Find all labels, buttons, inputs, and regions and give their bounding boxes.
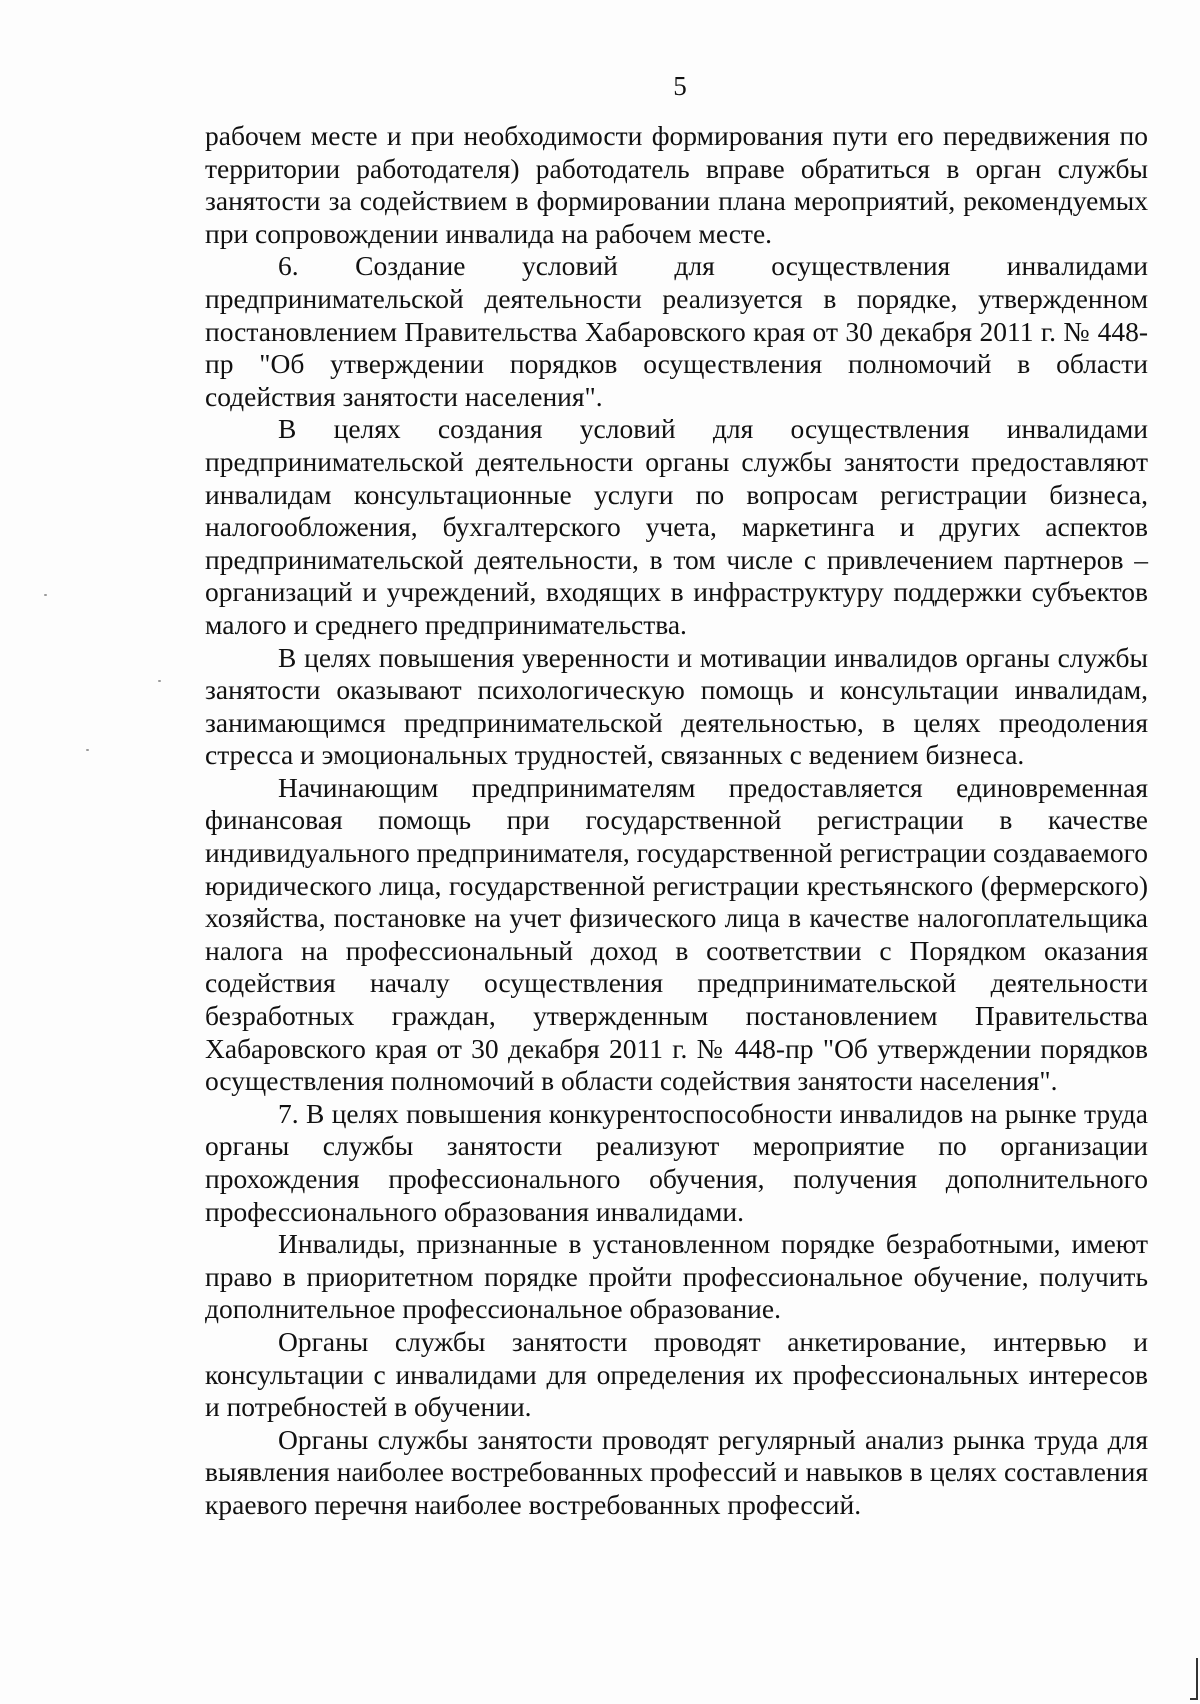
paragraph-market-analysis: Органы службы занятости проводят регулярный анализ рынка труда для выявления наиболее востребованных профессий и навыков в целях составления краевого перечня наиболее востребованных профессий. xyxy=(205,1423,1148,1520)
scan-speck xyxy=(158,680,161,682)
paragraph-item-6: 6. Создание условий для осуществления инвалидами предпринимательской деятельности реализуется в порядке, утвержденном постановлением Правительства Хабаровского края от 30 декабря 2011 г. № 448-пр "Об утверждении порядков осуществления полномочий в области содействия занятости населения". xyxy=(205,250,1148,412)
paragraph-consulting: В целях создания условий для осуществления инвалидами предпринимательской деятельности органы службы занятости предоставляют инвалидам консультационные услуги по вопросам регистрации бизнеса, налогообложения, бухгалтерского учета, маркетинга и других аспектов предпринимательской деятельности, в том числе с привлечением партнеров – организаций и учреждений, входящих в инфраструктуру поддержки субъектов малого и среднего предпринимательства. xyxy=(205,413,1148,640)
paragraph-surveys: Органы службы занятости проводят анкетирование, интервью и консультации с инвалидами для определения их профессиональных интересов и потребностей в обучении. xyxy=(205,1325,1148,1423)
scan-speck xyxy=(44,594,47,596)
paragraph-continuation: рабочем месте и при необходимости формирования пути его передвижения по территории работодателя) работодатель вправе обратиться в орган службы занятости за содействием в формировании плана мероприятий, рекомендуемых при сопровождении инвалида на рабочем месте. xyxy=(205,120,1148,249)
scan-corner-mark xyxy=(1190,1658,1198,1700)
paragraph-financial-aid: Начинающим предпринимателям предоставляется единовременная финансовая помощь при государственной регистрации в качестве индивидуального предпринимателя, государственной регистрации создаваемого юридического лица, государственной регистрации крестьянского (фермерского) хозяйства, постановке на учет физического лица в качестве налогоплательщика налога на профессиональный доход в соответствии с Порядком оказания содействия началу осуществления предпринимательской деятельности безработных граждан, утвержденным постановлением Правительства Хабаровского края от 30 декабря 2011 г. № 448-пр "Об утверждении порядков осуществления полномочий в области содействия занятости населения". xyxy=(205,771,1149,1097)
page-number: 5 xyxy=(673,71,687,101)
scan-speck xyxy=(86,749,89,751)
paragraph-psychological-help: В целях повышения уверенности и мотивации инвалидов органы службы занятости оказывают психологическую помощь и консультации инвалидам, занимающимся предпринимательской деятельностью, в целях преодоления стресса и эмоциональных трудностей, связанных с ведением бизнеса. xyxy=(205,641,1148,771)
paragraph-priority-training: Инвалиды, признанные в установленном порядке безработными, имеют право в приоритетном порядке пройти профессиональное обучение, получить дополнительное профессиональное образование. xyxy=(205,1228,1148,1325)
document-body xyxy=(205,120,1148,1522)
paragraph-item-7: 7. В целях повышения конкурентоспособности инвалидов на рынке труда органы службы занятости реализуют мероприятие по организации прохождения профессионального обучения, получения дополнительного профессионального образования инвалидами. xyxy=(205,1097,1148,1227)
